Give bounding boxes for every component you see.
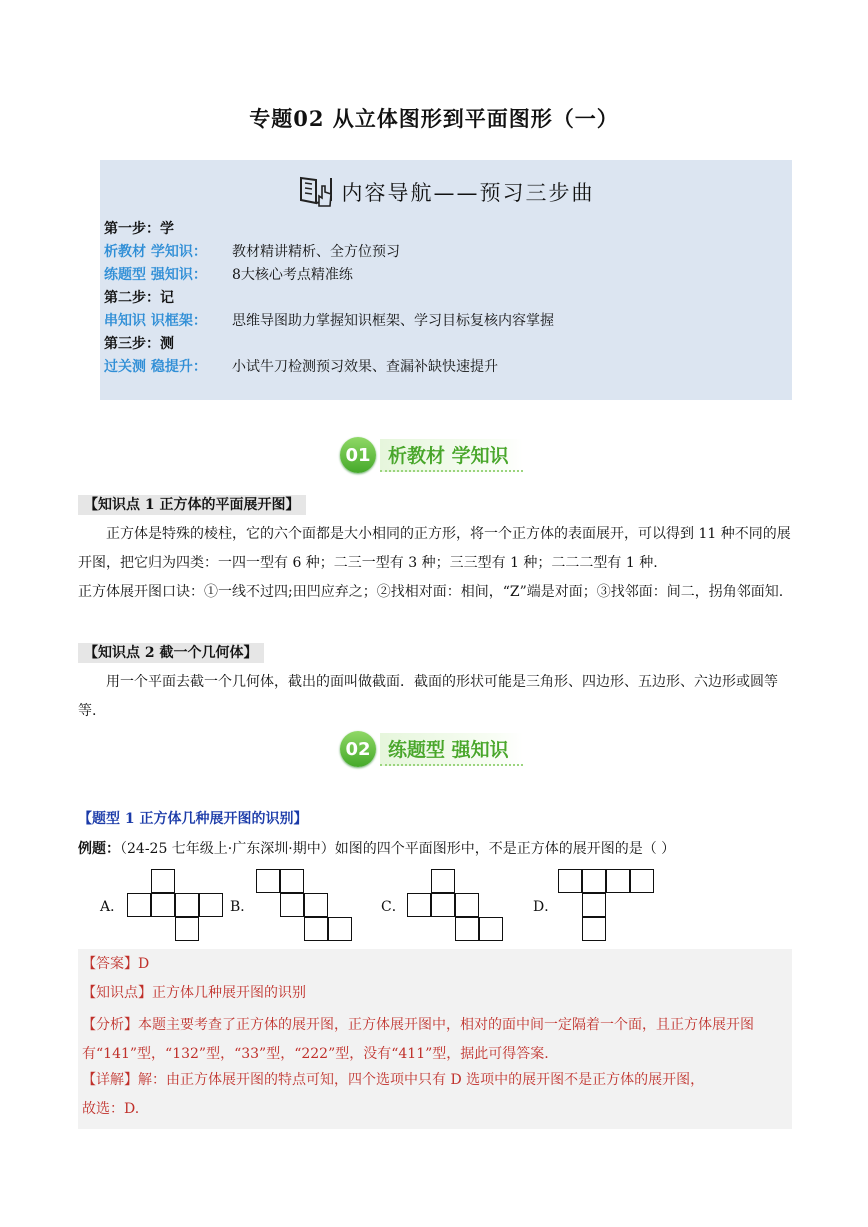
step-one-item-2 [104, 264, 353, 286]
net-square [280, 869, 304, 893]
step-desc: 教材精讲精析、全方位预习 [232, 244, 400, 260]
knowledge-point-1-paragraph: 正方体是特殊的棱柱，它的六个面都是大小相同的正方形，将一个正方体的表面展开，可以得到 11 种不同的展开图，把它归为四类：一四一型有 6 种；二三一型有 3 种；三三型有 1 种；二二二型有 1 种. [78, 526, 791, 571]
net-square [558, 869, 582, 893]
example-question [78, 838, 675, 858]
net-square [280, 893, 304, 917]
net-square [455, 917, 479, 941]
option-b-net-figure [256, 869, 356, 943]
example-text: （24-25 七年级上·广东深圳·期中）如图的四个平面图形中，不是正方体的展开图的是（ ） [120, 841, 676, 857]
net-square [407, 893, 431, 917]
step-tag: 过关测 稳提升： [104, 359, 207, 375]
step-two-title: 第二步：记 [104, 290, 174, 306]
nav-header-text: 内容导航——预习三步曲 [341, 181, 595, 205]
option-d-label: D． [533, 899, 559, 915]
step-one-title: 第一步：学 [104, 221, 174, 237]
step-desc: 小试牛刀检测预习效果、查漏补缺快速提升 [232, 359, 498, 375]
conclusion-line: 故选：D. [82, 1101, 140, 1117]
option-c-net-figure [407, 869, 507, 943]
step-tag: 串知识 识框架： [104, 313, 207, 329]
net-square [582, 893, 606, 917]
step-three-item-1 [104, 356, 498, 378]
step-two-item-1 [104, 310, 554, 332]
net-square [479, 917, 503, 941]
example-label: 例题： [78, 841, 120, 857]
knowledge-point-1-heading: 【知识点 1 正方体的平面展开图】 [78, 495, 306, 515]
net-square [582, 917, 606, 941]
analysis-line: 【分析】本题主要考查了正方体的展开图，正方体展开图中，相对的面中间一定隔着一个面，且正方体展开图有“141”型，“132”型，“33”型，“222”型，没有“411”型，据此可得答案. [82, 1017, 754, 1062]
net-square [328, 917, 352, 941]
net-square [304, 893, 328, 917]
nav-header [100, 170, 792, 214]
section-badge-1 [340, 437, 523, 473]
net-square [151, 869, 175, 893]
net-square [127, 893, 151, 917]
step-one-item-1 [104, 241, 400, 263]
net-square [304, 917, 328, 941]
option-b-label: B． [230, 899, 255, 915]
net-square [431, 869, 455, 893]
detail-line: 【详解】解：由正方体展开图的特点可知，四个选项中只有 D 选项中的展开图不是正方体的展开图， [82, 1072, 705, 1088]
content-navigation-box [100, 160, 792, 400]
step-three-title: 第三步：测 [104, 336, 174, 352]
option-d-net-figure [558, 869, 658, 943]
net-square [582, 869, 606, 893]
option-c-label: C． [381, 899, 406, 915]
question-type-1-title: 【题型 1 正方体几种展开图的识别】 [78, 811, 308, 827]
section-number: 02 [340, 731, 376, 767]
net-square [630, 869, 654, 893]
step-tag: 析教材 学知识： [104, 244, 207, 260]
section-label: 析教材 学知识 [380, 439, 523, 472]
page-title: 专题02 从立体图形到平面图形（一） [249, 106, 619, 131]
answer-box [78, 949, 792, 1129]
knowledge-line: 【知识点】正方体几种展开图的识别 [82, 985, 306, 1001]
knowledge-point-2-paragraph: 用一个平面去截一个几何体，截出的面叫做截面．截面的形状可能是三角形、四边形、五边形、六边形或圆等等. [78, 674, 778, 719]
section-number: 01 [340, 437, 376, 473]
step-desc: 8大核心考点精准练 [232, 267, 353, 283]
net-square [606, 869, 630, 893]
net-square [256, 869, 280, 893]
section-label: 练题型 强知识 [380, 733, 523, 766]
net-square [199, 893, 223, 917]
knowledge-point-1-mnemonic: 正方体展开图口诀：①一线不过四;田凹应弃之；②找相对面：相间，“Z”端是对面；③找邻面：间二，拐角邻面知. [78, 584, 784, 600]
option-a-net-figure [127, 869, 227, 943]
net-square [431, 893, 455, 917]
knowledge-point-2-heading: 【知识点 2 截一个几何体】 [78, 643, 264, 663]
step-desc: 思维导图助力掌握知识框架、学习目标复核内容掌握 [232, 313, 554, 329]
net-square [175, 893, 199, 917]
net-square [151, 893, 175, 917]
net-square [455, 893, 479, 917]
net-square [175, 917, 199, 941]
answer-line: 【答案】D [82, 956, 150, 972]
book-pointer-icon [298, 172, 338, 212]
option-a-label: A． [100, 899, 125, 915]
step-tag: 练题型 强知识： [104, 267, 207, 283]
section-badge-2 [340, 731, 523, 767]
